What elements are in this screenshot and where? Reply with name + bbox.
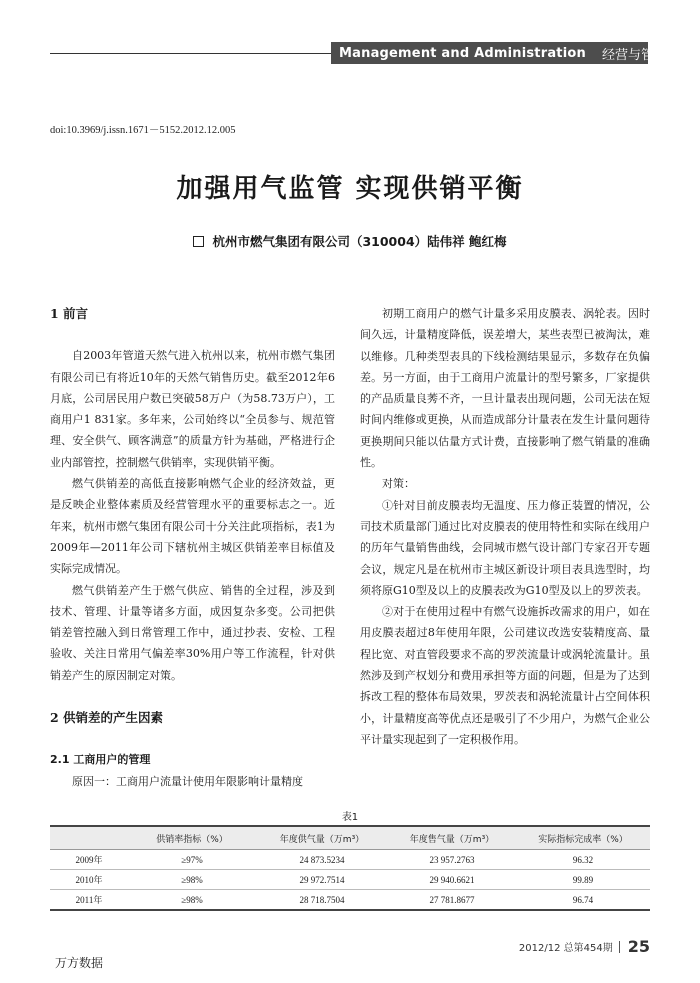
section-heading-1: 1 前言 [50,306,89,321]
data-table [50,825,650,911]
table-cell: 96.74 [516,890,650,911]
spacer [50,324,335,345]
section-title-en: Management and Administration [339,45,586,61]
table-header-cell: 年度供气量（万m³） [256,826,388,850]
left-column [50,303,335,792]
paragraph: ①针对目前皮膜表均无温度、压力修正装置的情况，公司技术质量部门通过比对皮膜表的使用特性和实际在线用户的历年气量销售曲线，会同城市燃气设计部门专家召开专题会议，规定凡是在杭州市主城区新设计项目表具选型时，均须将原G10型及以上的皮膜表改为G10型及以上的罗茨表。 [360,498,650,597]
spacer [50,686,335,707]
paragraph: ②对于在使用过程中有燃气设施拆改需求的用户，如在用皮膜表超过8年使用年限，公司建议改选安装精度高、量程比宽、对直管段要求不高的罗茨流量计或涡轮流量计。虽然涉及到产权划分和费用承担等方面的问题，但是为了达到拆改工程的整体布局效果，罗茨表和涡轮流量计占空间体积小，计量精度高等优点还是吸引了不少用户，为燃气企业公平计量实现起到了一定积极作用。 [360,605,650,746]
right-column [360,303,650,750]
table-cell: ≥97% [128,850,256,870]
section-title-cn: 经营与管理 [601,47,667,63]
table-row [50,850,650,870]
table-cell: 23 957.2763 [388,850,516,870]
authors: 杭州市燃气集团有限公司（310004）陆伟祥 鲍红梅 [212,234,507,249]
table-cell: ≥98% [128,870,256,890]
section-banner [331,42,667,64]
table-cell: 99.89 [516,870,650,890]
doi: doi:10.3969/j.issn.1671－5152.2012.12.005 [50,125,236,136]
header-rule [50,53,350,54]
footer-divider [619,941,620,953]
table-cell: 28 718.7504 [256,890,388,911]
table-header-cell [50,826,128,850]
table-cell: 27 781.8677 [388,890,516,911]
paragraph: 原因一：工商用户流量计使用年限影响计量精度 [72,774,303,788]
table-cell: 96.32 [516,850,650,870]
watermark: 万方数据 [55,956,104,970]
page-number: 25 [627,937,650,956]
subsection-heading-2-1: 2.1 工商用户的管理 [50,753,151,767]
square-bullet-icon [193,236,204,247]
table-row [50,890,650,911]
table-cell: ≥98% [128,890,256,911]
table-header-cell: 实际指标完成率（%） [516,826,650,850]
table-cell: 29 940.6621 [388,870,516,890]
spacer [50,728,335,749]
paragraph: 燃气供销差产生于燃气供应、销售的全过程，涉及到技术、管理、计量等诸多方面，成因复杂多变。公司把供销差管控融入到日常管理工作中，通过抄表、安检、工程验收、关注日常用气偏差率30%用户等工作流程，针对供销差产生的原因制定对策。 [50,583,335,682]
table-cell: 29 972.7514 [256,870,388,890]
paragraph: 燃气供销差的高低直接影响燃气企业的经济效益，更是反映企业整体素质及经营管理水平的重要标志之一。近年来，杭州市燃气集团有限公司十分关注此项指标，表1为2009年—2011年公司下辖杭州主城区供销差率目标值及实际完成情况。 [50,477,335,576]
table-cell: 2010年 [50,870,128,890]
table-header-cell: 年度售气量（万m³） [388,826,516,850]
section-heading-2: 2 供销差的产生因素 [50,710,164,726]
table-row [50,870,650,890]
article-title: 加强用气监管 实现供销平衡 [176,174,524,204]
page-footer [519,937,650,956]
table-header-row [50,826,650,850]
authors-line [0,232,700,250]
paragraph: 自2003年管道天然气进入杭州以来，杭州市燃气集团有限公司已有将近10年的天然气销售历史。截至2012年6月底，公司居民用户数已突破58万户（为58.73万户），工商用户1 831家。多年来，公司始终以“全员参与、规范管理、安全供气、顾客满意”的质量方针为基础，严格进行企业内部管控，控制燃气供销率，实现供销平衡。 [50,349,335,469]
table-cell: 2009年 [50,850,128,870]
table-cell: 24 873.5234 [256,850,388,870]
table-caption: 表1 [341,812,359,823]
issue-info: 2012/12 总第454期 [518,943,613,954]
table-cell: 2011年 [50,890,128,911]
table-header-cell: 供销率指标（%） [128,826,256,850]
paragraph: 初期工商用户的燃气计量多采用皮膜表、涡轮表。因时间久远，计量精度降低，误差增大，某些表型已被淘汰，难以维修。几种类型表具的下线检测结果显示，多数存在负偏差。另一方面，由于工商用户流量计的型号繁多，厂家提供的产品质量良莠不齐，一旦计量表出现问题，公司无法在短时间内维修或更换，从而造成部分计量表在发生计量问题待更换期间只能以估量方式计费，直接影响了燃气销量的准确性。 [360,307,650,470]
paragraph: 对策： [382,477,415,491]
